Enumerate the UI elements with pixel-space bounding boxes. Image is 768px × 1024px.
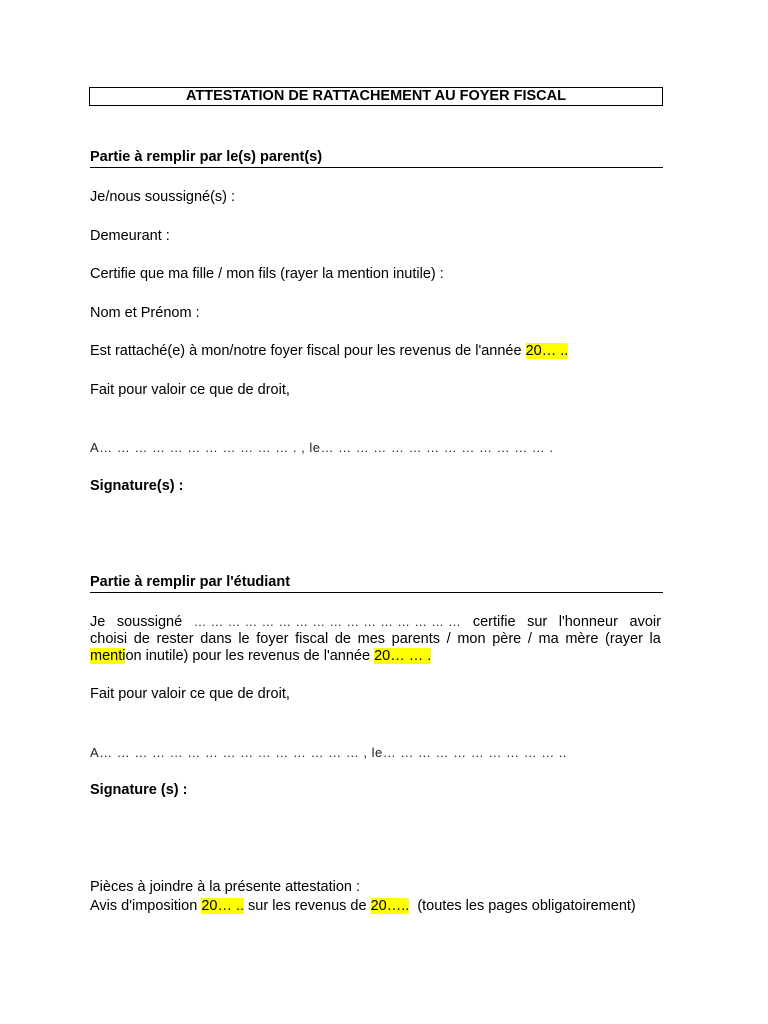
student-declaration-line-2: choisi de rester dans le foyer fiscal de mes parents / mon père / ma mère (rayer la [90, 631, 661, 647]
certifie-line: Certifie que ma fille / mon fils (rayer la mention inutile) : [90, 266, 444, 282]
student-declaration-line-3: mention inutile) pour les revenus de l'année 20… … . [90, 648, 432, 664]
parents-signature-label: Signature(s) : [90, 478, 184, 494]
pieces-intro: Pièces à joindre à la présente attestation : [90, 879, 361, 895]
student-lieu-date-line: A… … … … … … … … … … … … … … … , le… … … … … … … … … … .. [90, 745, 568, 760]
fait-pour-line: Fait pour valoir ce que de droit, [90, 382, 290, 398]
soussigne-line: Je/nous soussigné(s) : [90, 189, 236, 205]
student-declaration-paragraph [90, 614, 661, 665]
demeurant-line: Demeurant : [90, 228, 170, 244]
student-section-heading: Partie à remplir par l'étudiant [90, 574, 663, 593]
student-fait-pour-line: Fait pour valoir ce que de droit, [90, 686, 290, 702]
student-signature-label: Signature (s) : [90, 782, 188, 798]
document-title: ATTESTATION DE RATTACHEMENT AU FOYER FISCAL [89, 87, 663, 106]
student-year-field: 20… … . [374, 648, 432, 664]
rattache-line [90, 343, 568, 360]
lieu-date-line: A… … … … … … … … … … … . , le… … … … … … … … … … … … … . [90, 440, 554, 455]
rattache-year-field: 20… .. [525, 343, 569, 359]
rattache-text: Est rattaché(e) à mon/notre foyer fiscal pour les revenus de l'année [90, 343, 526, 359]
mention-highlight: menti [90, 648, 126, 664]
nom-prenom-line: Nom et Prénom : [90, 305, 200, 321]
avis-year-field-1: 20… .. [201, 898, 245, 914]
student-declaration-line-1: Je soussigné … … … … … … … … … … … … … … … … certifie sur l'honneur avoir [90, 614, 661, 630]
avis-imposition-line: Avis d'imposition 20… .. sur les revenus de 20….. (toutes les pages obligatoirement) [90, 898, 636, 914]
avis-year-field-2: 20….. [370, 898, 410, 914]
student-name-dots: … … … … … … … … … … … … … … … … [193, 615, 462, 629]
parents-section-heading: Partie à remplir par le(s) parent(s) [90, 149, 663, 168]
